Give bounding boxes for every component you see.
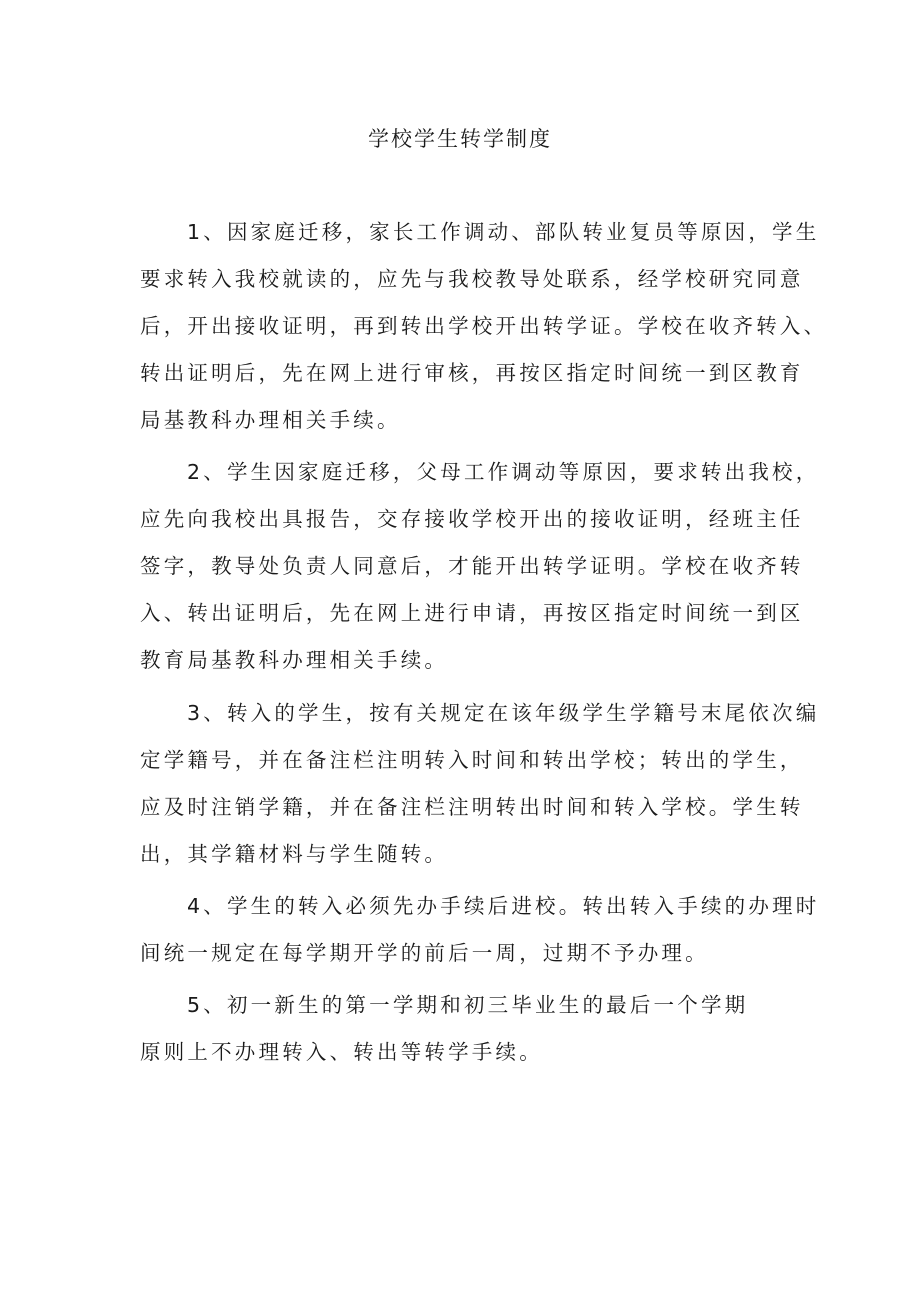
- paragraph-line: 定学籍号，并在备注栏注明转入时间和转出学校；转出的学生，: [140, 748, 804, 772]
- paragraph-line: 1、因家庭迁移，家长工作调动、部队转业复员等原因，学生: [187, 220, 820, 244]
- paragraph-line: 间统一规定在每学期开学的前后一周，过期不予办理。: [140, 941, 709, 965]
- paragraph-line: 教育局基教科办理相关手续。: [140, 648, 449, 672]
- paragraph-line: 应及时注销学籍，并在备注栏注明转出时间和转入学校。学生转: [140, 795, 804, 819]
- paragraph-line: 签字，教导处负责人同意后，才能开出转学证明。学校在收齐转: [140, 554, 804, 578]
- paragraph-line: 出，其学籍材料与学生随转。: [140, 842, 449, 866]
- paragraph-line: 原则上不办理转入、转出等转学手续。: [140, 1040, 543, 1064]
- paragraph-line: 后，开出接收证明，再到转出学校开出转学证。学校在收齐转入、: [140, 314, 828, 338]
- paragraph-line: 4、学生的转入必须先办手续后进校。转出转入手续的办理时: [187, 894, 820, 918]
- paragraph-line: 要求转入我校就读的，应先与我校教导处联系，经学校研究同意: [140, 267, 804, 291]
- document-title: 学校学生转学制度: [368, 127, 552, 151]
- paragraph-line: 局基教科办理相关手续。: [140, 408, 401, 432]
- paragraph-line: 3、转入的学生，按有关规定在该年级学生学籍号末尾依次编: [187, 701, 820, 725]
- paragraph-line: 5、初一新生的第一学期和初三毕业生的最后一个学期: [187, 993, 749, 1017]
- paragraph-line: 入、转出证明后，先在网上进行申请，再按区指定时间统一到区: [140, 601, 804, 625]
- paragraph-line: 应先向我校出具报告，交存接收学校开出的接收证明，经班主任: [140, 507, 804, 531]
- paragraph-line: 2、学生因家庭迁移，父母工作调动等原因，要求转出我校，: [187, 460, 820, 484]
- paragraph-line: 转出证明后，先在网上进行审核，再按区指定时间统一到区教育: [140, 361, 804, 385]
